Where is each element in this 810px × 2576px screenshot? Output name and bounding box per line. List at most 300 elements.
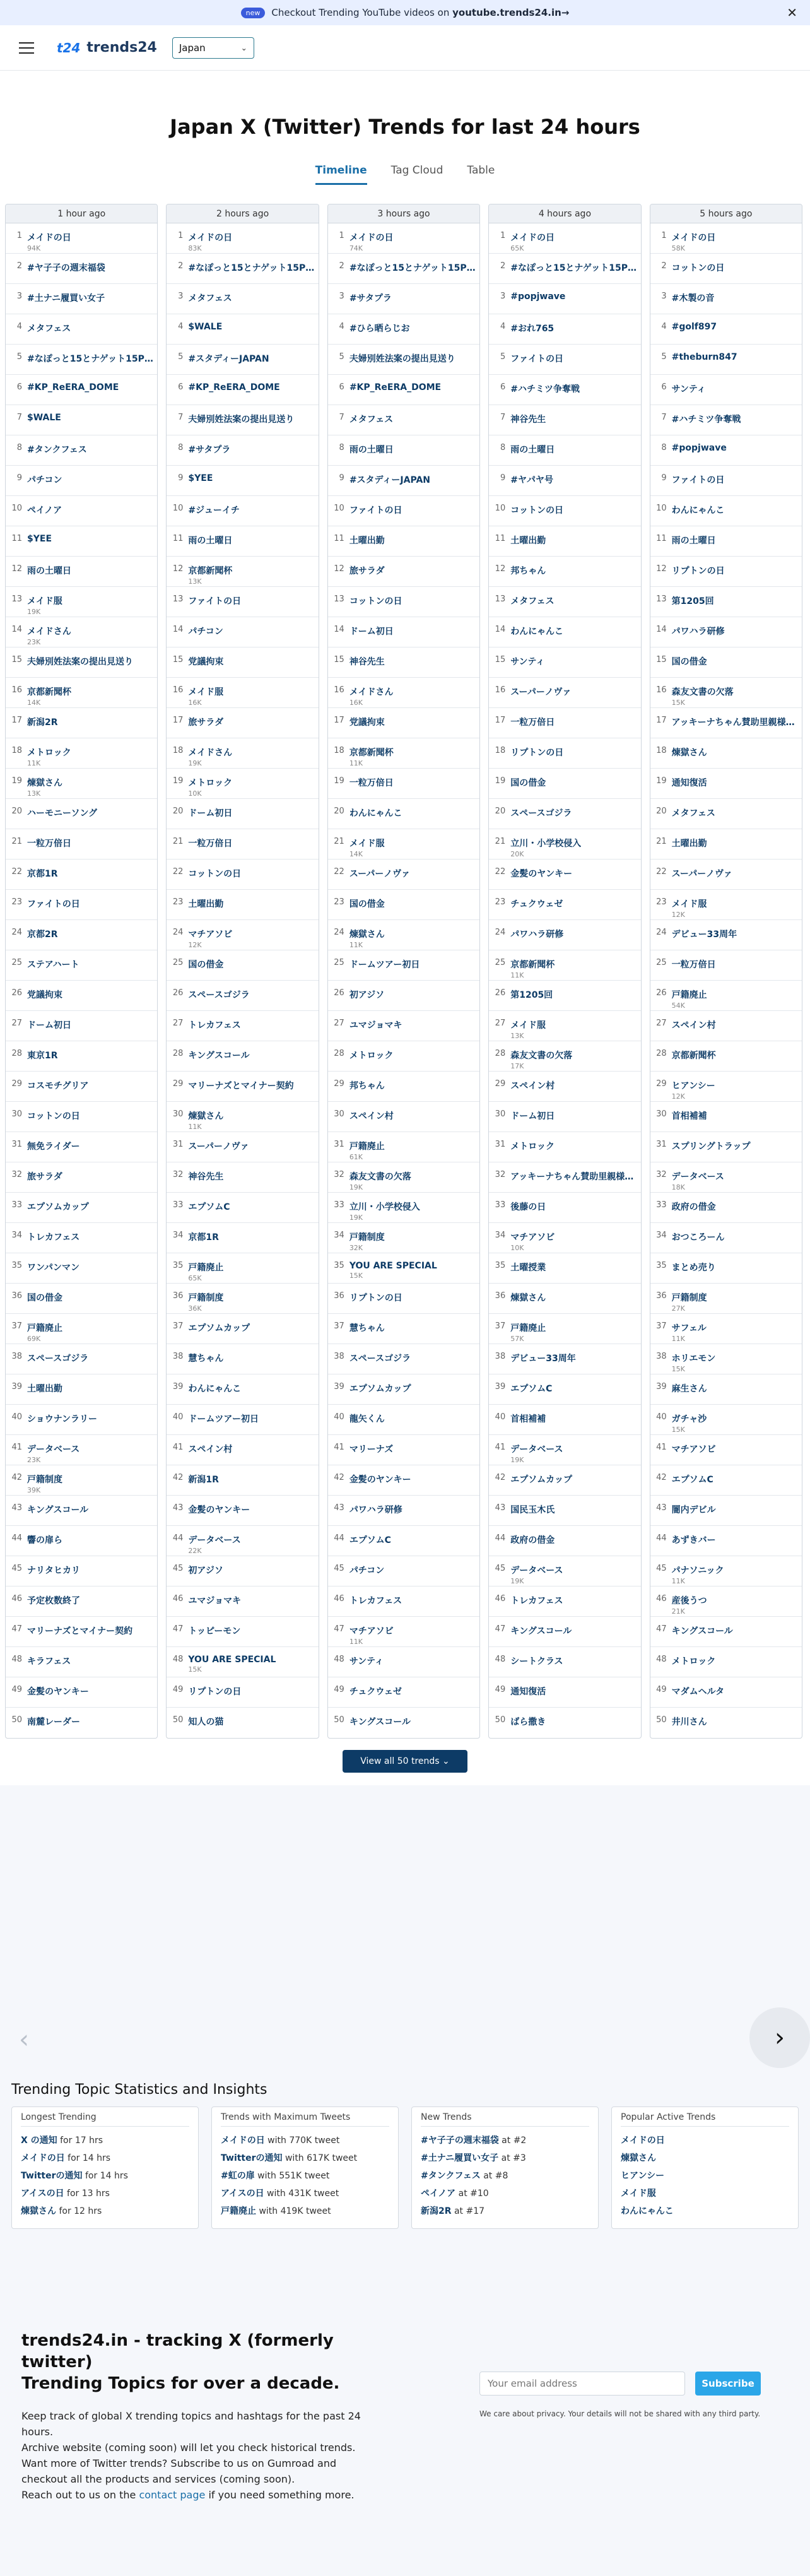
trend-link[interactable]: 国民玉木氏 — [510, 1505, 555, 1515]
trend-link[interactable]: 戸籍制度 — [671, 1293, 707, 1303]
tweet-count: 10K — [188, 789, 202, 798]
trend-link[interactable]: リプトンの日 — [349, 1293, 402, 1303]
trend-link[interactable]: #土ナニ履買い女子 — [27, 293, 105, 304]
trend-row — [328, 1617, 479, 1647]
trend-link[interactable]: 党議拘束 — [27, 990, 62, 1000]
trend-link[interactable]: トレカフェス — [27, 1232, 80, 1243]
trend-link[interactable]: ガチャ沙 — [671, 1414, 707, 1424]
trend-link[interactable]: チュクウェゼ — [349, 1687, 402, 1697]
trend-link[interactable]: 通知復活 — [510, 1687, 546, 1697]
trend-link[interactable]: ユマジョマキ — [188, 1596, 242, 1606]
trend-link[interactable]: キングスコール — [27, 1505, 89, 1515]
trend-link[interactable]: 雨の土曜日 — [349, 445, 394, 455]
trend-link[interactable]: キラフェス — [27, 1657, 71, 1667]
trend-link[interactable]: #ハチミツ争奪戦 — [510, 384, 580, 394]
trend-link[interactable]: 夫婦別姓法案の提出見送り — [27, 657, 133, 667]
trend-link[interactable]: スプリングトラップ — [671, 1142, 751, 1152]
stat-trend-link[interactable]: メイドの日 — [221, 2136, 265, 2146]
trend-link[interactable]: 森友文書の欠落 — [510, 1051, 573, 1061]
trend-link[interactable]: 戸籍制度 — [349, 1232, 385, 1243]
trend-link[interactable]: メイドの日 — [188, 233, 233, 243]
trend-row — [6, 950, 157, 981]
trend-link[interactable]: 雨の土曜日 — [188, 536, 233, 546]
trend-link[interactable]: #ひら晒らじお — [349, 324, 410, 334]
trend-link[interactable]: ドームツアー初日 — [188, 1414, 259, 1424]
trend-link[interactable]: パチコン — [27, 475, 62, 485]
trend-link[interactable]: $YEE — [188, 473, 213, 483]
trend-link[interactable]: マチアソビ — [671, 1445, 716, 1455]
trend-link[interactable]: ドーム初日 — [349, 627, 394, 637]
trend-link[interactable]: 立川・小学校侵入 — [510, 839, 582, 849]
contact-page-link[interactable]: contact page — [139, 2489, 206, 2501]
subscribe-button[interactable]: Subscribe — [695, 2372, 761, 2396]
trend-link[interactable]: 東京1R — [27, 1051, 58, 1061]
trend-link[interactable]: #KP_ReERA_DOME — [188, 382, 280, 393]
trend-link[interactable]: わんにゃんこ — [349, 808, 402, 818]
trend-link[interactable]: YOU ARE SPECIAL — [188, 1655, 276, 1665]
trend-link[interactable]: アッキーナちゃん賛助里親様… — [510, 1172, 634, 1182]
stat-trend-link[interactable]: X の通知 — [21, 2136, 57, 2146]
trend-link[interactable]: 国の借金 — [188, 960, 224, 970]
trend-link[interactable]: 麻生さん — [671, 1384, 707, 1394]
trend-link[interactable]: 国の借金 — [671, 657, 707, 667]
trend-link[interactable]: サンティ — [349, 1657, 384, 1667]
trend-link[interactable]: ファイトの日 — [27, 899, 80, 909]
trend-link[interactable]: スーパーノヴァ — [349, 869, 410, 879]
trend-link[interactable]: ホリエモン — [671, 1354, 716, 1364]
hamburger-menu-icon[interactable] — [19, 42, 34, 54]
trend-link[interactable]: 戸籍廃止 — [349, 1142, 385, 1152]
trend-link[interactable]: 一粒万倍日 — [510, 718, 555, 728]
trend-row — [167, 435, 318, 466]
trend-link[interactable]: メイドさん — [349, 687, 394, 697]
trend-row — [489, 1405, 640, 1435]
trend-link[interactable]: ファイトの日 — [349, 505, 402, 516]
arrow-right-icon[interactable]: › — [749, 2007, 810, 2068]
trend-link[interactable]: メトロック — [349, 1051, 394, 1061]
trend-link[interactable]: トレカフェス — [349, 1596, 402, 1606]
trend-row — [489, 345, 640, 375]
trend-link[interactable]: パチコン — [188, 627, 223, 637]
trend-link[interactable]: #popjwave — [510, 292, 566, 302]
trend-link[interactable]: わんにゃんこ — [510, 627, 563, 637]
trend-rank: 3 — [661, 292, 667, 301]
trend-link[interactable]: 予定枚数終了 — [27, 1596, 80, 1606]
trend-link[interactable]: リプトンの日 — [188, 1687, 242, 1697]
trend-link[interactable]: 一粒万倍日 — [671, 960, 716, 970]
trend-link[interactable]: 煉獄さん — [510, 1293, 546, 1303]
trend-row — [167, 587, 318, 617]
trend-link[interactable]: ファイトの日 — [188, 596, 242, 606]
trend-link[interactable]: 政府の借金 — [510, 1535, 555, 1545]
trend-link[interactable]: 戸籍制度 — [27, 1475, 62, 1485]
trend-link[interactable]: データベース — [510, 1566, 563, 1576]
trend-link[interactable]: エプソムC — [188, 1202, 230, 1212]
trend-link[interactable]: 金髪のヤンキー — [349, 1475, 411, 1485]
trend-link[interactable]: 土曜出勤 — [188, 899, 224, 909]
trend-link[interactable]: ファイトの日 — [671, 475, 725, 485]
trend-link[interactable]: $YEE — [27, 534, 52, 544]
trend-link[interactable]: コットンの日 — [349, 596, 402, 606]
trend-link[interactable]: スペイン村 — [671, 1020, 716, 1031]
trend-link[interactable]: コットンの日 — [671, 263, 725, 273]
trend-link[interactable]: ペイノア — [27, 505, 62, 516]
trend-link[interactable]: #タンクフェス — [27, 445, 87, 455]
banner-link[interactable]: youtube.trends24.in→ — [452, 7, 570, 18]
tab-table[interactable]: Table — [467, 164, 495, 177]
view-all-button[interactable] — [343, 1750, 467, 1773]
trend-link[interactable]: パワハラ研修 — [671, 627, 725, 637]
stat-trend-link[interactable]: アイスの日 — [221, 2189, 264, 2199]
trend-link[interactable]: ナリタヒカリ — [27, 1566, 80, 1576]
logo[interactable] — [57, 40, 157, 56]
trend-link[interactable]: #スタディーJAPAN — [188, 354, 269, 364]
trend-link[interactable]: メイド服 — [188, 687, 224, 697]
trend-link[interactable]: スペイン村 — [349, 1111, 394, 1121]
tab-timeline[interactable]: Timeline — [315, 164, 367, 185]
trend-link[interactable]: メタフェス — [188, 293, 232, 304]
trend-link[interactable]: ショウナンラリー — [27, 1414, 98, 1424]
close-icon[interactable]: ✕ — [787, 5, 797, 20]
country-select[interactable] — [172, 37, 254, 59]
trend-link[interactable]: ヒアンシー — [671, 1081, 715, 1091]
trend-link[interactable]: 京都新聞杯 — [349, 748, 394, 758]
trend-link[interactable]: パチコン — [349, 1566, 385, 1576]
trend-link[interactable]: 旅サラダ — [27, 1172, 62, 1182]
trend-link[interactable]: チュクウェゼ — [510, 899, 563, 909]
trend-link[interactable]: #KP_ReERA_DOME — [27, 382, 119, 393]
trend-link[interactable]: ばら撒き — [510, 1717, 546, 1727]
trend-row — [167, 920, 318, 950]
trend-link[interactable]: 京都1R — [27, 869, 58, 879]
trend-link[interactable]: キングスコール — [188, 1051, 250, 1061]
trend-link[interactable]: #popjwave — [671, 443, 727, 453]
trend-link[interactable]: 戸籍廃止 — [671, 990, 707, 1000]
trend-link[interactable]: 邦ちゃん — [349, 1081, 385, 1091]
email-input[interactable] — [479, 2372, 685, 2396]
trend-link[interactable]: おつころーん — [671, 1232, 725, 1243]
stat-trend-link[interactable]: 戸籍廃止 — [221, 2206, 256, 2216]
arrow-left-icon[interactable]: ‹ — [19, 2025, 29, 2054]
trend-link[interactable]: 国の借金 — [349, 899, 385, 909]
trend-link[interactable]: #木製の音 — [671, 293, 715, 304]
trend-link[interactable]: 土曜出勤 — [671, 839, 707, 849]
trend-rank: 1 — [178, 231, 184, 240]
stat-trend-link[interactable]: メイドの日 — [21, 2153, 65, 2163]
trend-row — [167, 405, 318, 435]
trend-link[interactable]: 戸籍廃止 — [510, 1323, 546, 1333]
stat-trend-link[interactable]: #タンクフェス — [421, 2171, 481, 2181]
trend-link[interactable]: エプソムC — [510, 1384, 553, 1394]
trend-link[interactable]: 京都新聞杯 — [671, 1051, 716, 1061]
stat-trend-link[interactable]: ペイノア — [421, 2189, 456, 2199]
stat-trend-link[interactable]: #ヤ子子の週末福袋 — [421, 2136, 499, 2146]
trend-link[interactable]: #ヤパヤ号 — [510, 475, 553, 485]
trend-link[interactable]: ドームツアー初日 — [349, 960, 420, 970]
trend-link[interactable]: キングスコール — [349, 1717, 411, 1727]
trend-link[interactable]: 南麓レーダー — [27, 1717, 80, 1727]
trend-link[interactable]: 煉獄さん — [349, 930, 385, 940]
trend-link[interactable]: パワハラ研修 — [349, 1505, 402, 1515]
trend-link[interactable]: 夫婦別姓法案の提出見送り — [188, 415, 295, 425]
trend-row — [489, 1314, 640, 1344]
trend-link[interactable]: マリーナズとマイナー契約 — [27, 1626, 133, 1636]
trend-link[interactable]: キングスコール — [510, 1626, 572, 1636]
trend-link[interactable]: エプソムカップ — [188, 1323, 250, 1333]
trend-link[interactable]: メイド服 — [510, 1020, 546, 1031]
trend-link[interactable]: $WALE — [188, 322, 223, 332]
trend-link[interactable]: トッピーモン — [188, 1626, 241, 1636]
trend-link[interactable]: 新潟2R — [27, 718, 58, 728]
trend-link[interactable]: 闇内デビル — [671, 1505, 716, 1515]
trend-link[interactable]: 知人の猫 — [188, 1717, 224, 1727]
trend-link[interactable]: 雨の土曜日 — [510, 445, 555, 455]
trend-link[interactable]: #サタプラ — [349, 293, 392, 304]
trend-link[interactable]: 旅サラダ — [349, 566, 385, 576]
trend-link[interactable]: 旅サラダ — [188, 718, 224, 728]
trend-link[interactable]: マリーナズ — [349, 1445, 394, 1455]
trend-link[interactable]: メトロック — [510, 1142, 555, 1152]
trend-link[interactable]: スペイン村 — [188, 1445, 233, 1455]
trend-link[interactable]: ドーム初日 — [510, 1111, 555, 1121]
trend-link[interactable]: 龍矢くん — [349, 1414, 385, 1424]
stat-trend-link[interactable]: 煉獄さん — [21, 2206, 56, 2216]
stat-trend-link[interactable]: Twitterの通知 — [221, 2153, 283, 2163]
trend-link[interactable]: 戸籍廃止 — [27, 1323, 62, 1333]
trend-link[interactable]: 井川さん — [671, 1717, 707, 1727]
trend-link[interactable]: 煉獄さん — [671, 748, 707, 758]
trend-link[interactable]: 第1205回 — [671, 596, 714, 606]
trend-link[interactable]: #おれ765 — [510, 324, 555, 334]
trend-link[interactable]: スペイン村 — [510, 1081, 555, 1091]
trend-link[interactable]: 慧ちゃん — [188, 1354, 224, 1364]
trend-link[interactable]: 戸籍廃止 — [188, 1263, 224, 1273]
trend-link[interactable]: トレカフェス — [188, 1020, 241, 1031]
trend-link[interactable]: #KP_ReERA_DOME — [349, 382, 442, 393]
trend-row — [489, 1708, 640, 1738]
trend-link[interactable]: #ジューイチ — [188, 505, 240, 516]
trend-link[interactable]: 慧ちゃん — [349, 1323, 385, 1333]
trend-link[interactable]: デビュー33周年 — [671, 930, 737, 940]
trend-link[interactable]: #golf897 — [671, 322, 717, 332]
trend-link[interactable]: 邦ちゃん — [510, 566, 546, 576]
trend-row — [6, 920, 157, 950]
trend-link[interactable]: 響の扉ら — [27, 1535, 62, 1545]
trend-link[interactable]: サンティ — [510, 657, 545, 667]
trend-link[interactable]: 戸籍制度 — [188, 1293, 224, 1303]
trend-link[interactable]: 通知復活 — [671, 778, 707, 788]
trend-link[interactable]: メトロック — [27, 748, 71, 758]
trend-link[interactable]: マチアソビ — [188, 930, 233, 940]
trend-link[interactable]: 第1205回 — [510, 990, 553, 1000]
trend-link[interactable]: 初アジソ — [188, 1566, 223, 1576]
trend-row — [650, 587, 802, 617]
trend-link[interactable]: 神谷先生 — [349, 657, 385, 667]
stat-trend-link[interactable]: ヒアンシー — [621, 2171, 665, 2181]
trend-link[interactable]: 神谷先生 — [510, 415, 546, 425]
trend-link[interactable]: スーパーノヴァ — [188, 1142, 249, 1152]
trend-link[interactable]: マリーナズとマイナー契約 — [188, 1081, 294, 1091]
trend-link[interactable]: 立川・小学校侵入 — [349, 1202, 420, 1212]
stat-trend-link[interactable]: 煉獄さん — [621, 2153, 656, 2163]
trend-link[interactable]: パナソニック — [671, 1566, 724, 1576]
trend-link[interactable]: スペースゴジラ — [188, 990, 250, 1000]
stat-trend-link[interactable]: #土ナニ履買い女子 — [421, 2153, 499, 2163]
trend-link[interactable]: 土曜出勤 — [510, 536, 546, 546]
trend-link[interactable]: あずきバー — [671, 1535, 716, 1545]
trend-link[interactable]: キングスコール — [671, 1626, 733, 1636]
trend-link[interactable]: メタフェス — [27, 324, 71, 334]
trend-link[interactable]: コットンの日 — [27, 1111, 80, 1121]
stat-trend-link[interactable]: わんにゃんこ — [621, 2206, 674, 2216]
trend-link[interactable]: 土曜出勤 — [349, 536, 385, 546]
stat-trend-link[interactable]: Twitterの通知 — [21, 2171, 83, 2181]
trend-link[interactable]: 森友文書の欠落 — [671, 687, 734, 697]
trend-link[interactable]: #なぽっと15とナゲット15P… — [349, 263, 476, 273]
trend-row — [167, 1617, 318, 1647]
trend-link[interactable]: マチアソビ — [349, 1626, 394, 1636]
trend-link[interactable]: #なぽっと15とナゲット15P… — [188, 263, 315, 273]
trend-link[interactable]: 京都2R — [27, 930, 58, 940]
trend-link[interactable]: #スタディーJAPAN — [349, 475, 430, 485]
trend-link[interactable]: $WALE — [27, 413, 61, 423]
trend-link[interactable]: エプソムC — [349, 1535, 391, 1545]
trend-link[interactable]: YOU ARE SPECIAL — [349, 1261, 437, 1271]
trend-link[interactable]: 金髪のヤンキー — [188, 1505, 250, 1515]
trend-link[interactable]: サフェル — [671, 1323, 707, 1333]
trend-link[interactable]: #なぽっと15とナゲット15P… — [510, 263, 637, 273]
trend-link[interactable]: デビュー33周年 — [510, 1354, 576, 1364]
trend-link[interactable]: 京都新聞杯 — [510, 960, 555, 970]
trend-link[interactable]: メイド服 — [349, 839, 385, 849]
trend-link[interactable]: エプソムカップ — [349, 1384, 411, 1394]
trend-link[interactable]: 金髪のヤンキー — [510, 869, 573, 879]
trend-link[interactable]: ドーム初日 — [27, 1020, 71, 1031]
trend-link[interactable]: 煉獄さん — [188, 1111, 224, 1121]
trend-link[interactable]: コスモチグリア — [27, 1081, 89, 1091]
trend-link[interactable]: わんにゃんこ — [671, 505, 725, 516]
trend-link[interactable]: メトロック — [671, 1657, 716, 1667]
trend-link[interactable]: 神谷先生 — [188, 1172, 224, 1182]
trend-link[interactable]: パワハラ研修 — [510, 930, 564, 940]
trend-link[interactable]: ステアハート — [27, 960, 79, 970]
trend-link[interactable]: 金髪のヤンキー — [27, 1687, 89, 1697]
trend-link[interactable]: メイドの日 — [510, 233, 555, 243]
trend-link[interactable]: #ヤ子子の週末福袋 — [27, 263, 105, 273]
trend-link[interactable]: コットンの日 — [510, 505, 563, 516]
trend-link[interactable]: 党議拘束 — [349, 718, 385, 728]
trend-link[interactable]: スペースゴジラ — [27, 1354, 89, 1364]
trend-link[interactable]: #theburn847 — [671, 352, 737, 362]
trend-link[interactable]: データベース — [510, 1445, 563, 1455]
trend-link[interactable]: メイドさん — [188, 748, 233, 758]
stat-trend-link[interactable]: メイドの日 — [621, 2136, 665, 2146]
trend-link[interactable]: ユマジョマキ — [349, 1020, 402, 1031]
trend-link[interactable]: リプトンの日 — [510, 748, 564, 758]
trend-link[interactable]: メイドの日 — [349, 233, 394, 243]
trend-link[interactable]: コットンの日 — [188, 869, 242, 879]
trend-link[interactable]: 後藤の日 — [510, 1202, 546, 1212]
trend-link[interactable]: 土曜出勤 — [27, 1384, 62, 1394]
trend-link[interactable]: ファイトの日 — [510, 354, 563, 364]
trend-link[interactable]: ドーム初日 — [188, 808, 233, 818]
trend-link[interactable]: 土曜授業 — [510, 1263, 546, 1273]
trend-link[interactable]: まとめ売り — [671, 1263, 716, 1273]
trend-link[interactable]: 夫婦別姓法案の提出見送り — [349, 354, 455, 364]
trend-link[interactable]: #ハチミツ争奪戦 — [671, 415, 741, 425]
trend-link[interactable]: サンティ — [671, 384, 706, 394]
trend-link[interactable]: 産後うつ — [671, 1596, 707, 1606]
trend-link[interactable]: スペースゴジラ — [349, 1354, 411, 1364]
trend-link[interactable]: 森友文書の欠落 — [349, 1172, 411, 1182]
trend-link[interactable]: メイドの日 — [27, 233, 71, 243]
trend-link[interactable]: 雨の土曜日 — [27, 566, 71, 576]
stat-trend-link[interactable]: #虹の扉 — [221, 2171, 255, 2181]
trend-link[interactable]: データベース — [671, 1172, 724, 1182]
trend-link[interactable]: 京都1R — [188, 1232, 219, 1243]
stat-trend-link[interactable]: 新潟2R — [421, 2206, 452, 2216]
stat-trend-link[interactable]: メイド服 — [621, 2189, 656, 2199]
trend-link[interactable]: メイド服 — [27, 596, 62, 606]
trend-link[interactable]: シートクラス — [510, 1657, 563, 1667]
trend-link[interactable]: マチアソビ — [510, 1232, 555, 1243]
trend-link[interactable]: メイド服 — [671, 899, 707, 909]
trend-link[interactable]: スーパーノヴァ — [510, 687, 572, 697]
trend-link[interactable]: メトロック — [188, 778, 233, 788]
trend-link[interactable]: メタフェス — [349, 415, 394, 425]
trend-link[interactable]: エプソムカップ — [27, 1202, 89, 1212]
trend-link[interactable]: 無免ライダー — [27, 1142, 80, 1152]
trend-link[interactable]: 煉獄さん — [27, 778, 62, 788]
trend-link[interactable]: アッキーナちゃん賛助里親様… — [671, 718, 795, 728]
trend-link[interactable]: ワンパンマン — [27, 1263, 80, 1273]
trend-link[interactable]: 一粒万倍日 — [188, 839, 233, 849]
trend-link[interactable]: データベース — [27, 1445, 80, 1455]
trend-link[interactable]: 新潟1R — [188, 1475, 219, 1485]
trend-link[interactable]: わんにゃんこ — [188, 1384, 242, 1394]
trend-link[interactable]: 政府の借金 — [671, 1202, 716, 1212]
trend-link[interactable]: スーパーノヴァ — [671, 869, 732, 879]
trend-link[interactable]: 一粒万倍日 — [349, 778, 394, 788]
trend-link[interactable]: メイドの日 — [671, 233, 716, 243]
trend-link[interactable]: リプトンの日 — [671, 566, 725, 576]
trend-link[interactable]: 国の借金 — [510, 778, 546, 788]
trend-link[interactable]: トレカフェス — [510, 1596, 563, 1606]
trend-link[interactable]: スペースゴジラ — [510, 808, 572, 818]
trend-link[interactable]: 首相補補 — [510, 1414, 546, 1424]
trend-link[interactable]: 雨の土曜日 — [671, 536, 716, 546]
trend-link[interactable]: メイドさん — [27, 627, 71, 637]
tab-tag-cloud[interactable]: Tag Cloud — [390, 164, 443, 177]
trend-link[interactable]: #なぽっと15とナゲット15P… — [27, 354, 153, 364]
trend-link[interactable]: #サタプラ — [188, 445, 231, 455]
trend-link[interactable]: エプソムC — [671, 1475, 713, 1485]
trend-link[interactable]: ハーモニーソング — [27, 808, 98, 818]
trend-link[interactable]: 京都新聞杯 — [188, 566, 233, 576]
trend-link[interactable]: 党議拘束 — [188, 657, 224, 667]
trend-link[interactable]: 初アジソ — [349, 990, 385, 1000]
trend-link[interactable]: 京都新聞杯 — [27, 687, 71, 697]
stat-trend-link[interactable]: アイスの日 — [21, 2189, 64, 2199]
trend-link[interactable]: 国の借金 — [27, 1293, 62, 1303]
trend-link[interactable]: メタフェス — [510, 596, 555, 606]
trend-link[interactable]: 首相補補 — [671, 1111, 707, 1121]
trend-link[interactable]: メタフェス — [671, 808, 715, 818]
trend-link[interactable]: 一粒万倍日 — [27, 839, 71, 849]
trend-link[interactable]: エプソムカップ — [510, 1475, 572, 1485]
trend-link[interactable]: データベース — [188, 1535, 241, 1545]
trend-link[interactable]: マダムヘルタ — [671, 1687, 725, 1697]
